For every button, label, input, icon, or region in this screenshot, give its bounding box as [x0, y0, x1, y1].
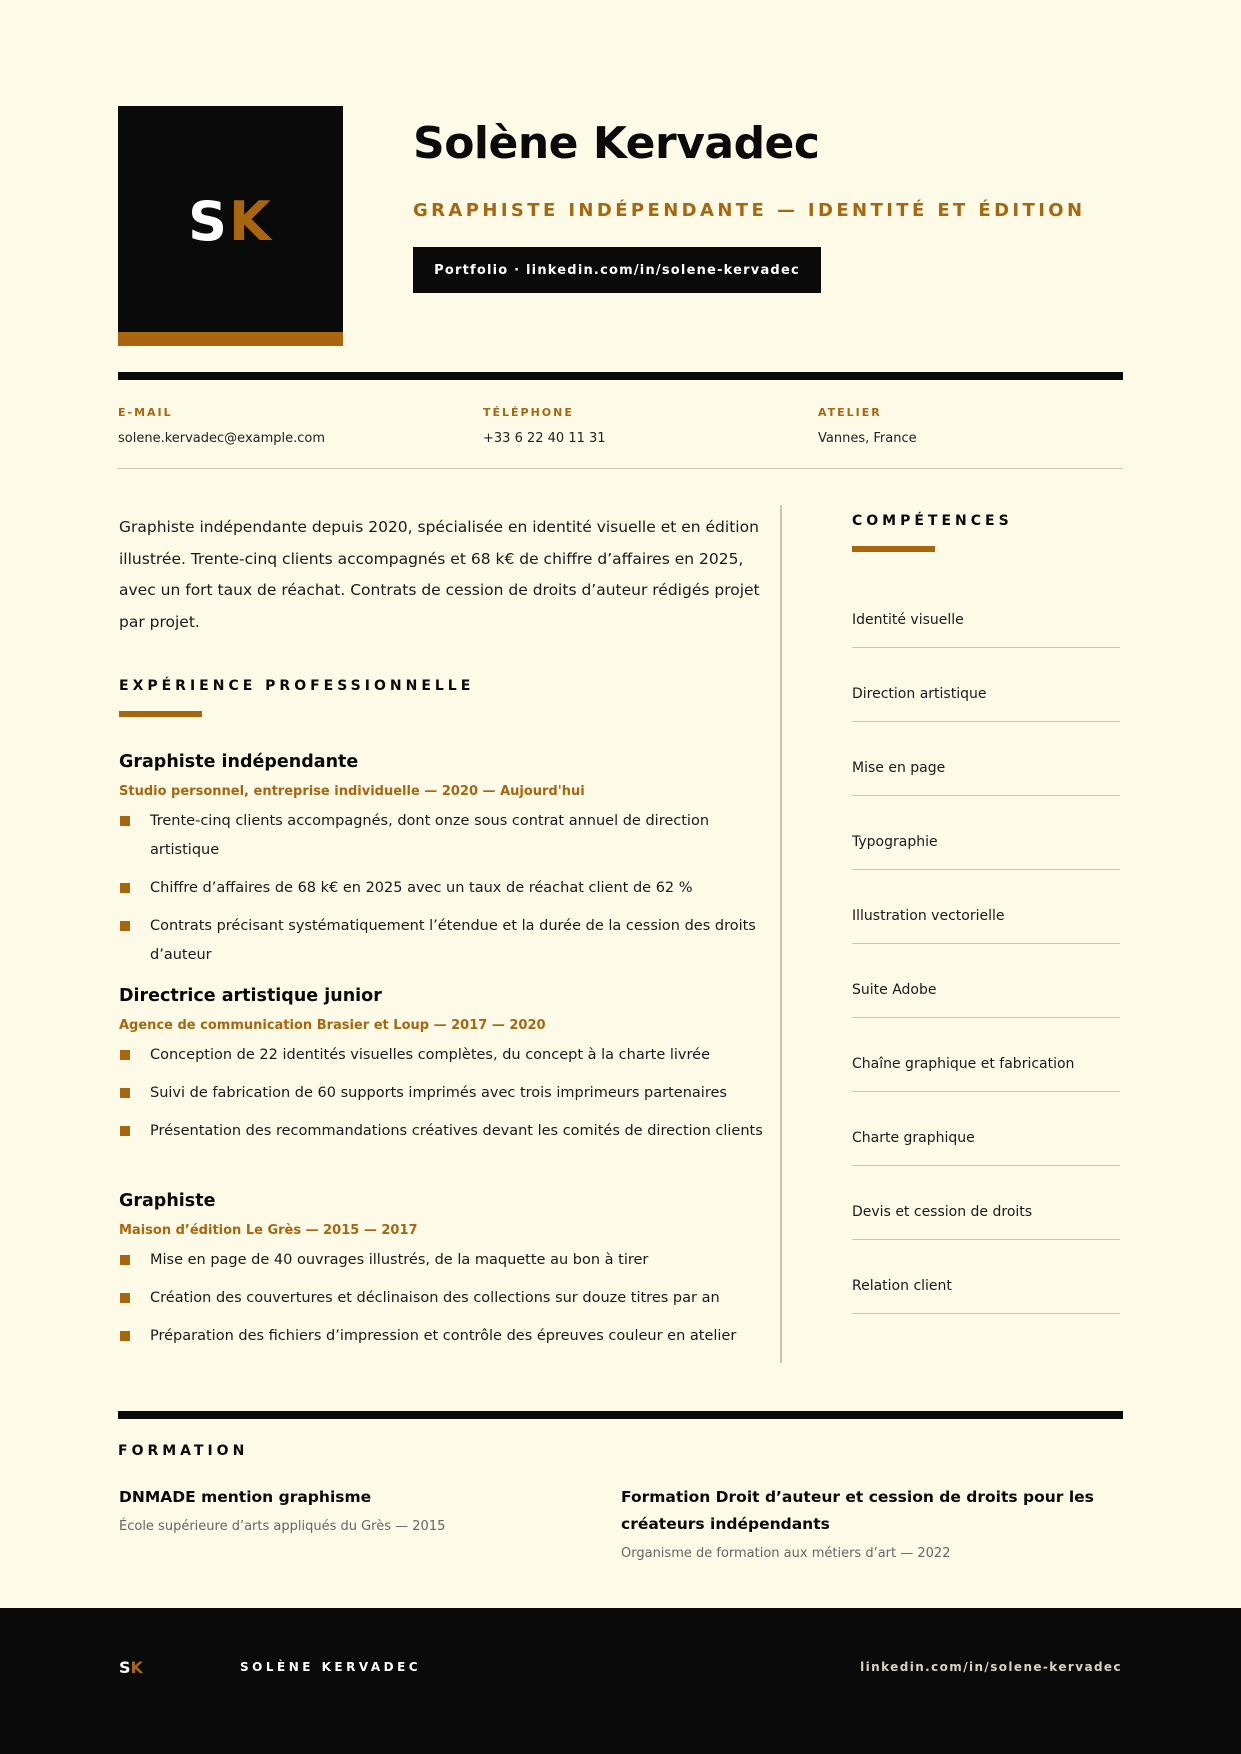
- contact-email-label: E-MAIL: [118, 406, 173, 419]
- skill-item: Typographie: [852, 796, 1120, 870]
- contact-email: [118, 406, 325, 446]
- skill-item: Illustration vectorielle: [852, 870, 1120, 944]
- bullet-square-icon: [120, 1126, 130, 1136]
- job-bullet-text: Contrats précisant systématiquement l’étendue et la durée de la cession des droits d’auteur: [150, 918, 756, 963]
- skill-item: Identité visuelle: [852, 574, 1120, 648]
- column-divider: [780, 505, 782, 1363]
- candidate-role: GRAPHISTE INDÉPENDANTE — IDENTITÉ ET ÉDITION: [413, 200, 1086, 221]
- education-entry-1: [119, 1484, 579, 1534]
- candidate-name: Solène Kervadec: [413, 118, 820, 169]
- contact-studio-label: ATELIER: [818, 406, 882, 419]
- job-bullets: [119, 807, 779, 970]
- footer-monogram-k: K: [130, 1658, 143, 1677]
- monogram-k: K: [229, 190, 273, 253]
- contact-divider: [118, 468, 1123, 469]
- monogram-accent-bar: [118, 332, 343, 346]
- job-meta: Agence de communication Brasier et Loup — 2017 — 2020: [119, 1018, 546, 1033]
- job-bullet: [119, 1284, 779, 1313]
- bullet-square-icon: [120, 1293, 130, 1303]
- job-bullet-text: Chiffre d’affaires de 68 k€ en 2025 avec un taux de réachat client de 62 %: [150, 880, 693, 896]
- bullet-square-icon: [120, 1088, 130, 1098]
- footer-link[interactable]: linkedin.com/in/solene-kervadec: [860, 1660, 1122, 1674]
- job-bullet-text: Conception de 22 identités visuelles complètes, du concept à la charte livrée: [150, 1047, 710, 1063]
- experience-heading-bar: [119, 711, 202, 717]
- job-meta: Maison d’édition Le Grès — 2015 — 2017: [119, 1223, 418, 1238]
- education-school: Organisme de formation aux métiers d’art — 2022: [621, 1546, 951, 1561]
- footer-monogram: [119, 1658, 143, 1677]
- contact-email-value[interactable]: solene.kervadec@example.com: [118, 431, 326, 446]
- job-bullet: [119, 807, 779, 865]
- footer-monogram-s: S: [119, 1658, 131, 1677]
- job-entry-3: [119, 1191, 779, 1351]
- education-title: DNMADE mention graphisme: [119, 1488, 372, 1506]
- contact-phone: [483, 406, 606, 446]
- skill-item: Chaîne graphique et fabrication: [852, 1018, 1120, 1092]
- page-footer: [0, 1608, 1241, 1754]
- education-title: Formation Droit d’auteur et cession de droits pour les créateurs indépendants: [621, 1488, 1094, 1533]
- skill-item: Charte graphique: [852, 1092, 1120, 1166]
- job-bullet: [119, 874, 779, 903]
- job-bullet-text: Création des couvertures et déclinaison des collections sur douze titres par an: [150, 1290, 720, 1306]
- skill-item: Devis et cession de droits: [852, 1166, 1120, 1240]
- job-meta: Studio personnel, entreprise individuelle — 2020 — Aujourd'hui: [119, 784, 585, 799]
- skill-item: Relation client: [852, 1240, 1120, 1314]
- monogram-s: S: [188, 190, 230, 253]
- bullet-square-icon: [120, 1255, 130, 1265]
- skills-heading-bar: [852, 546, 935, 552]
- job-bullet-text: Présentation des recommandations créatives devant les comités de direction clients: [150, 1123, 763, 1139]
- job-entry-1: [119, 752, 779, 970]
- job-bullet-text: Trente-cinq clients accompagnés, dont onze sous contrat annuel de direction artistique: [150, 813, 710, 858]
- bullet-square-icon: [120, 921, 130, 931]
- job-title: Graphiste indépendante: [119, 752, 359, 772]
- skill-item: Direction artistique: [852, 648, 1120, 722]
- skill-item: Mise en page: [852, 722, 1120, 796]
- bullet-square-icon: [120, 1050, 130, 1060]
- monogram-letters: [118, 190, 343, 253]
- contact-phone-value[interactable]: +33 6 22 40 11 31: [483, 431, 606, 446]
- education-entry-2: [621, 1484, 1121, 1561]
- education-school: École supérieure d’arts appliqués du Grès — 2015: [119, 1519, 446, 1534]
- skills-list: [852, 574, 1120, 1314]
- job-bullet: [119, 912, 779, 970]
- experience-heading: EXPÉRIENCE PROFESSIONNELLE: [119, 678, 475, 694]
- job-entry-2: [119, 986, 779, 1146]
- job-bullets: [119, 1246, 779, 1351]
- formation-heading: FORMATION: [118, 1443, 249, 1459]
- portfolio-link[interactable]: Portfolio · linkedin.com/in/solene-kervadec: [413, 247, 821, 293]
- job-title: Graphiste: [119, 1191, 216, 1211]
- contact-phone-label: TÉLÉPHONE: [483, 406, 574, 419]
- bullet-square-icon: [120, 883, 130, 893]
- footer-name: SOLÈNE KERVADEC: [240, 1660, 422, 1674]
- job-bullet: [119, 1041, 779, 1070]
- job-bullet-text: Suivi de fabrication de 60 supports imprimés avec trois imprimeurs partenaires: [150, 1085, 727, 1101]
- job-bullets: [119, 1041, 779, 1146]
- contact-studio-value: Vannes, France: [818, 431, 917, 446]
- profile-summary: Graphiste indépendante depuis 2020, spécialisée en identité visuelle et en édition illustrée. Trente-cinq clients accompagnés et 68 k€ de chiffre d’affaires en 2025, avec un fort taux de réachat. Contrats de cession de droits d’auteur rédigés projet par projet.: [119, 518, 760, 631]
- job-bullet-text: Préparation des fichiers d’impression et contrôle des épreuves couleur en atelier: [150, 1328, 737, 1344]
- skill-item: Suite Adobe: [852, 944, 1120, 1018]
- job-bullet: [119, 1322, 779, 1351]
- bullet-square-icon: [120, 1331, 130, 1341]
- bullet-square-icon: [120, 816, 130, 826]
- monogram-block: [118, 106, 343, 346]
- job-title: Directrice artistique junior: [119, 986, 382, 1006]
- job-bullet: [119, 1246, 779, 1275]
- job-bullet-text: Mise en page de 40 ouvrages illustrés, de la maquette au bon à tirer: [150, 1252, 649, 1268]
- formation-divider: [118, 1411, 1123, 1419]
- job-bullet: [119, 1079, 779, 1108]
- job-bullet: [119, 1117, 779, 1146]
- header-divider: [118, 372, 1123, 380]
- skills-heading: COMPÉTENCES: [852, 513, 1013, 529]
- contact-studio: [818, 406, 917, 446]
